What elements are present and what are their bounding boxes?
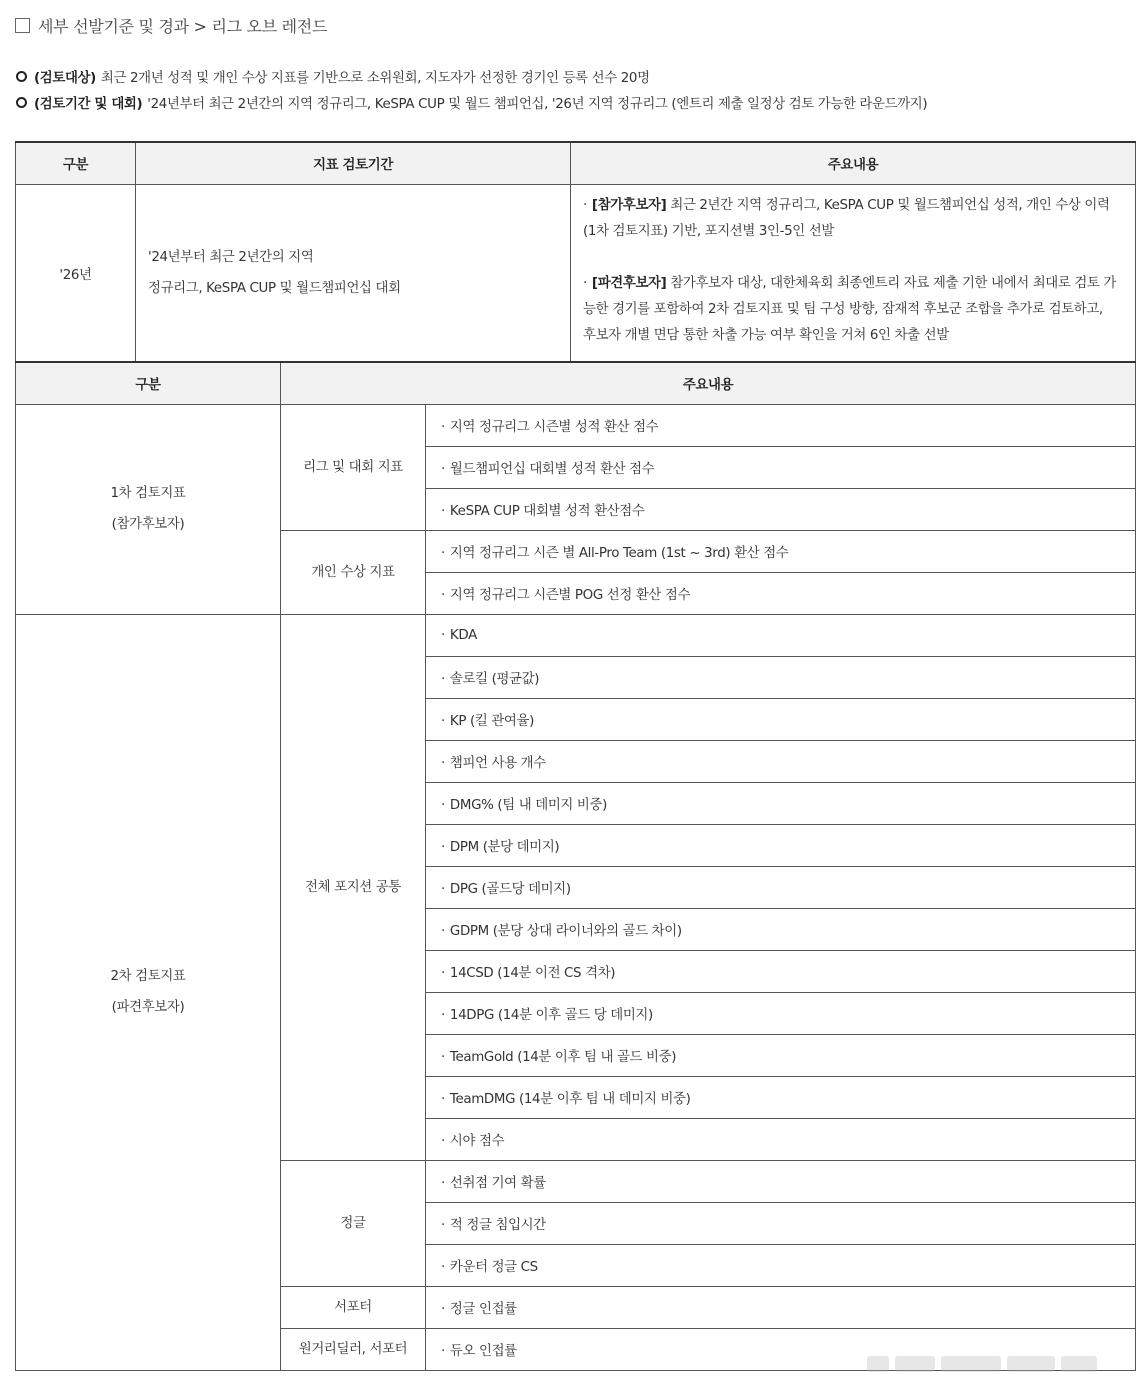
criteria-period: [16, 92, 1126, 112]
criteria-target-text: 최근 2개년 성적 및 개인 수상 지표를 기반으로 소위원회, 지도자가 선정한 경기인 등록 선수 20명: [100, 70, 650, 86]
criteria-table: [15, 361, 1136, 1371]
group-label: 원거리딜러, 서포터: [298, 1341, 408, 1357]
criteria-period-text: '24년부터 최근 2년간의 지역 정규리그, KeSPA CUP 및 월드 챔피언십, '26년 지역 정규리그 (엔트리 제출 일정상 검토 가능한 라운드까지): [147, 96, 928, 112]
group-label: 서포터: [334, 1299, 372, 1315]
item-text: 14CSD (14분 이전 CS 격차): [449, 965, 616, 981]
item-text: 적 정글 침입시간: [449, 1217, 546, 1233]
list-item: · 적 정글 침입시간: [426, 1202, 1136, 1244]
item-text: 챔피언 사용 개수: [449, 755, 546, 771]
content-cell: [571, 184, 1136, 362]
header-period: 지표 검토기간: [136, 142, 571, 184]
item-text: 듀오 인접률: [449, 1343, 517, 1359]
item-text: GDPM (분당 상대 라이너와의 골드 차이): [449, 923, 682, 939]
group-support: [281, 1286, 426, 1328]
circle-bullet-icon: [16, 71, 27, 82]
list-item: · 14CSD (14분 이전 CS 격차): [426, 950, 1136, 992]
list-item: · 챔피언 사용 개수: [426, 740, 1136, 782]
list-item: · DPM (분당 데미지): [426, 824, 1136, 866]
page-title: 세부 선발기준 및 경과 > 리그 오브 레전드: [38, 16, 328, 36]
item-text: 시야 점수: [449, 1133, 505, 1149]
list-item: · 솔로킬 (평균값): [426, 656, 1136, 698]
header-content: 주요내용: [281, 362, 1136, 404]
item-text: DMG% (팀 내 데미지 비중): [449, 797, 607, 813]
participant-text: 최근 2년간 지역 정규리그, KeSPA CUP 및 월드챔피언십 성적, 개인 수상 이력 (1차 검토지표) 기반, 포지션별 3인-5인 선발: [583, 197, 1110, 239]
item-text: 솔로킬 (평균값): [449, 671, 540, 687]
list-item: · DMG% (팀 내 데미지 비중): [426, 782, 1136, 824]
item-text: KP (킬 관여율): [449, 713, 534, 729]
header-category: 구분: [16, 142, 136, 184]
second-review-title: 2차 검토지표: [110, 969, 186, 984]
participant-label: [참가후보자]: [591, 197, 667, 213]
list-item: · GDPM (분당 상대 라이너와의 골드 차이): [426, 908, 1136, 950]
item-text: 정글 인접률: [449, 1301, 517, 1317]
group-award-metrics: [281, 530, 426, 614]
list-item: · KeSPA CUP 대회별 성적 환산점수: [426, 488, 1136, 530]
item-text: 지역 정규리그 시즌별 POG 선정 환산 점수: [449, 587, 691, 603]
list-item: · DPG (골드당 데미지): [426, 866, 1136, 908]
second-review-cell: [16, 614, 281, 1370]
item-text: 지역 정규리그 시즌별 성적 환산 점수: [449, 419, 659, 435]
criteria-target: [16, 66, 1126, 86]
list-item: · 정글 인접률: [426, 1286, 1136, 1328]
group-label: 전체 포지션 공통: [305, 879, 401, 895]
list-item: · 월드챔피언십 대회별 성적 환산 점수: [426, 446, 1136, 488]
item-text: TeamDMG (14분 이후 팀 내 데미지 비중): [449, 1091, 691, 1107]
period-line: '24년부터 최근 2년간의 지역: [148, 250, 314, 265]
list-item: · 시야 점수: [426, 1118, 1136, 1160]
list-item: · 듀오 인접률: [426, 1328, 1136, 1370]
group-adc-support: [281, 1328, 426, 1370]
list-item: · 14DPG (14분 이후 골드 당 데미지): [426, 992, 1136, 1034]
circle-bullet-icon: [16, 97, 27, 108]
group-label: 리그 및 대회 지표: [303, 459, 403, 475]
dispatch-text: 참가후보자 대상, 대한체육회 최종엔트리 자료 제출 기한 내에서 최대로 검토 가능한 경기를 포함하여 2차 검토지표 및 팀 구성 방향, 잠재적 후보군 조합을 추가로 검토하고, 후보자 개별 면담 통한 차출 가능 여부 확인을 거쳐 6인 차출 선발: [583, 275, 1117, 343]
table-header-row: [16, 142, 1136, 184]
year-label: '26년: [59, 267, 92, 283]
dispatch-label: [파견후보자]: [591, 275, 667, 291]
item-text: TeamGold (14분 이후 팀 내 골드 비중): [449, 1049, 677, 1065]
item-text: 선취점 기여 확률: [449, 1175, 546, 1191]
item-text: 지역 정규리그 시즌 별 All-Pro Team (1st ~ 3rd) 환산 점수: [449, 545, 789, 561]
table-row: [16, 404, 1136, 446]
first-review-cell: [16, 404, 281, 614]
header-content: 주요내용: [571, 142, 1136, 184]
period-cell: [136, 184, 571, 362]
header-category: 구분: [16, 362, 281, 404]
first-review-subtitle: (참가후보자): [111, 517, 185, 532]
list-item: · KDA: [426, 614, 1136, 656]
first-review-title: 1차 검토지표: [110, 486, 186, 501]
list-item: · 지역 정규리그 시즌 별 All-Pro Team (1st ~ 3rd) 환산 점수: [426, 530, 1136, 572]
group-all-positions: [281, 614, 426, 1160]
table-header-row: [16, 362, 1136, 404]
page-title-row: [15, 12, 327, 38]
list-item: · 지역 정규리그 시즌별 성적 환산 점수: [426, 404, 1136, 446]
item-text: 카운터 정글 CS: [449, 1259, 538, 1275]
criteria-period-label: (검토기간 및 대회): [34, 96, 143, 112]
item-text: KeSPA CUP 대회별 성적 환산점수: [449, 503, 645, 519]
table-row: [16, 614, 1136, 656]
period-line: 정규리그, KeSPA CUP 및 월드챔피언십 대회: [148, 281, 401, 296]
year-cell: [16, 184, 136, 362]
item-text: 14DPG (14분 이후 골드 당 데미지): [449, 1007, 653, 1023]
group-label: 개인 수상 지표: [311, 564, 395, 580]
list-item: · 카운터 정글 CS: [426, 1244, 1136, 1286]
dispatch-description: · [파견후보자] 참가후보자 대상, 대한체육회 최종엔트리 자료 제출 기한 내에서 최대로 검토 가능한 경기를 포함하여 2차 검토지표 및 팀 구성 방향, 잠재적 후보군 조합을 추가로 검토하고, 후보자 개별 면담 통한 차출 가능 여부 확인을 거쳐 6인 차출 선발: [583, 275, 1117, 343]
group-league-metrics: [281, 404, 426, 530]
checkbox-icon[interactable]: [15, 18, 30, 33]
item-text: KDA: [449, 627, 477, 643]
second-review-subtitle: (파견후보자): [111, 1000, 185, 1015]
group-label: 정글: [340, 1215, 366, 1231]
participant-description: · [참가후보자] 최근 2년간 지역 정규리그, KeSPA CUP 및 월드챔피언십 성적, 개인 수상 이력 (1차 검토지표) 기반, 포지션별 3인-5인 선발: [583, 197, 1110, 239]
list-item: · 지역 정규리그 시즌별 POG 선정 환산 점수: [426, 572, 1136, 614]
criteria-target-label: (검토대상): [34, 70, 96, 86]
summary-table: [15, 141, 1136, 363]
item-text: DPG (골드당 데미지): [449, 881, 571, 897]
table-row: [16, 184, 1136, 362]
list-item: · 선취점 기여 확률: [426, 1160, 1136, 1202]
item-text: DPM (분당 데미지): [449, 839, 560, 855]
group-jungle: [281, 1160, 426, 1286]
list-item: · KP (킬 관여율): [426, 698, 1136, 740]
watermark-logo: [867, 1352, 1107, 1376]
item-text: 월드챔피언십 대회별 성적 환산 점수: [449, 461, 655, 477]
list-item: · TeamDMG (14분 이후 팀 내 데미지 비중): [426, 1076, 1136, 1118]
list-item: · TeamGold (14분 이후 팀 내 골드 비중): [426, 1034, 1136, 1076]
